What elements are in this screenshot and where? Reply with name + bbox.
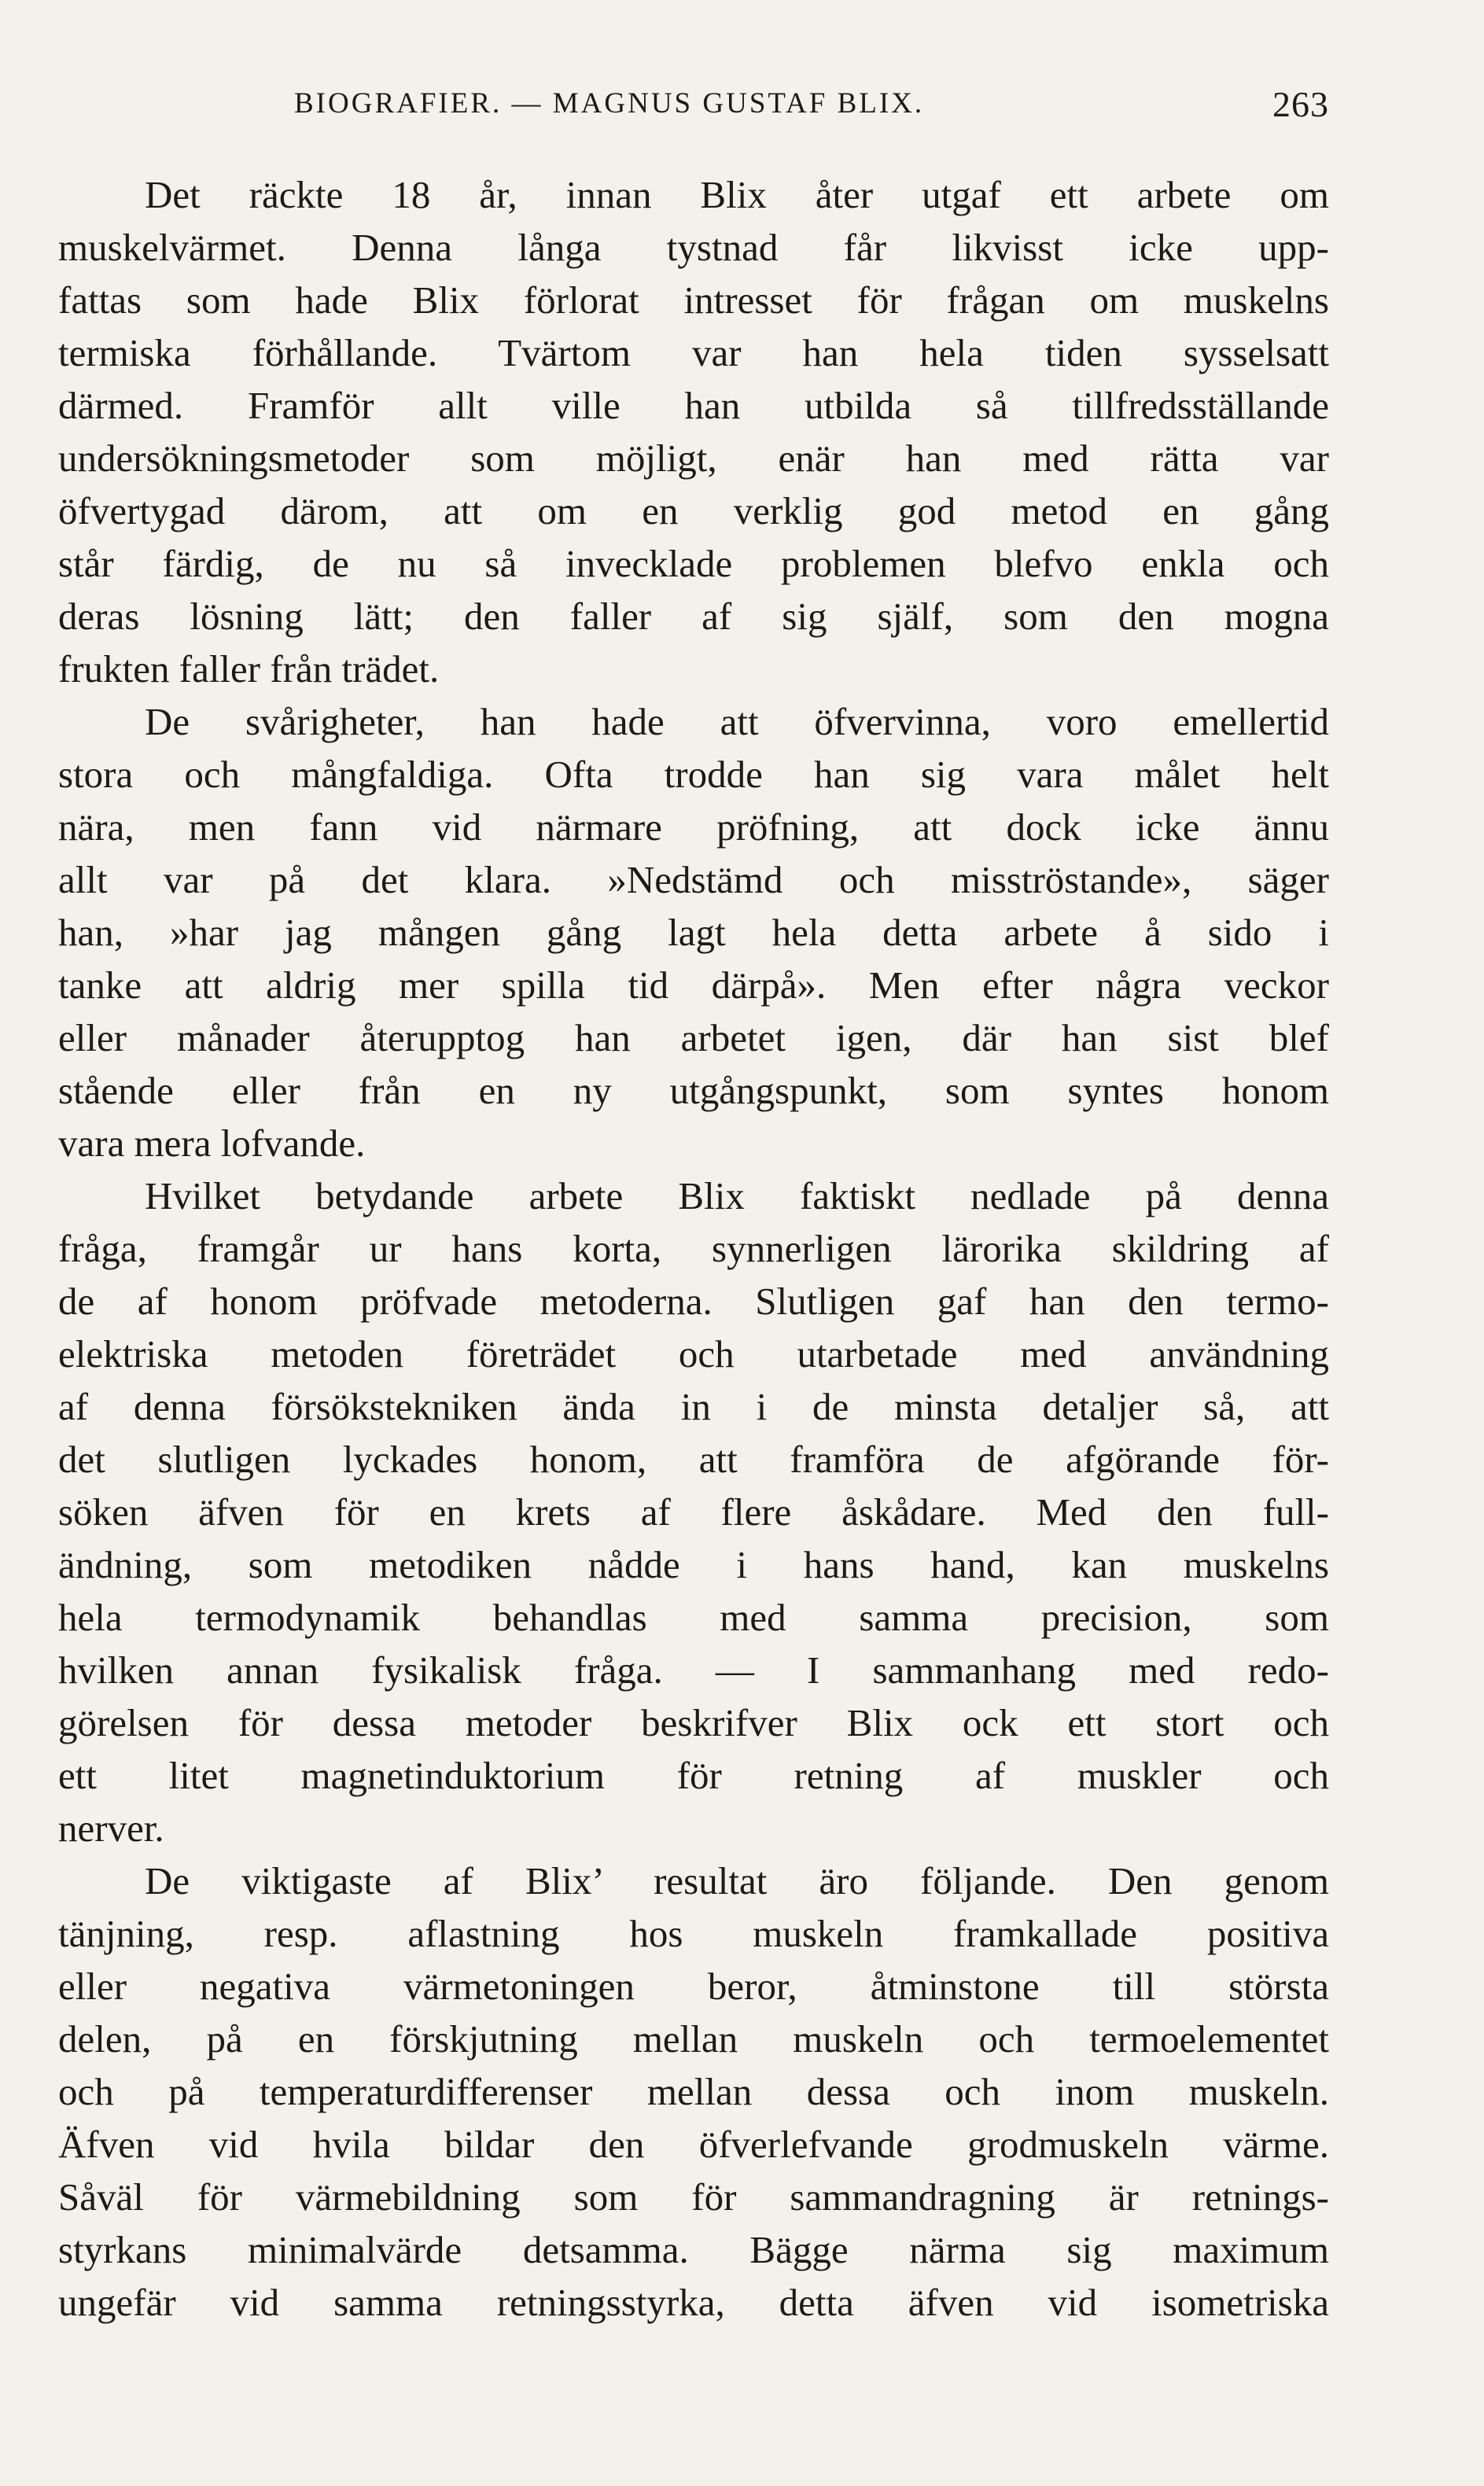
text-line: därmed. Framför allt ville han utbilda så tillfredsställande <box>58 384 1329 427</box>
text-line: fråga, framgår ur hans korta, synnerligen lärorika skildring af <box>58 1227 1329 1270</box>
text-line: nerver. <box>58 1806 164 1850</box>
text-line: tanke att aldrig mer spilla tid därpå». Men efter några veckor <box>58 963 1329 1007</box>
text-line: elektriska metoden företrädet och utarbetade med användning <box>58 1332 1329 1376</box>
text-line: Hvilket betydande arbete Blix faktiskt nedlade på denna <box>145 1174 1329 1217</box>
text-line: det slutligen lyckades honom, att framföra de afgörande för- <box>58 1438 1329 1481</box>
text-line: och på temperaturdifferenser mellan dessa och inom muskeln. <box>58 2070 1329 2113</box>
text-line: stående eller från en ny utgångspunkt, som syntes honom <box>58 1069 1329 1112</box>
paragraph <box>58 168 1329 695</box>
text-line: Det räckte 18 år, innan Blix åter utgaf ett arbete om <box>145 173 1329 216</box>
text-line: söken äfven för en krets af flere åskådare. Med den full- <box>58 1490 1329 1534</box>
text-line: tänjning, resp. aflastning hos muskeln framkallade positiva <box>58 1912 1329 1955</box>
text-line: hvilken annan fysikalisk fråga. — I sammanhang med redo- <box>58 1648 1329 1692</box>
page-number: 263 <box>1272 84 1329 124</box>
text-line: ändning, som metodiken nådde i hans hand, kan muskelns <box>58 1543 1329 1586</box>
text-line: deras lösning lätt; den faller af sig själf, som den mogna <box>58 595 1329 638</box>
text-line: han, »har jag mången gång lagt hela detta arbete å sido i <box>58 911 1329 954</box>
paragraph <box>58 1169 1329 1854</box>
text-line: muskelvärmet. Denna långa tystnad får likvisst icke upp- <box>58 226 1329 269</box>
body-text <box>58 168 1329 2329</box>
text-line: vara mera lofvande. <box>58 1121 366 1165</box>
text-line: allt var på det klara. »Nedstämd och misströstande», säger <box>58 858 1329 901</box>
text-line: De viktigaste af Blix’ resultat äro följande. Den genom <box>145 1859 1329 1902</box>
text-line: eller negativa värmetoningen beror, åtminstone till största <box>58 1965 1329 2008</box>
running-title: BIOGRAFIER. — MAGNUS GUSTAF BLIX. <box>294 87 925 120</box>
text-line: undersökningsmetoder som möjligt, enär han med rätta var <box>58 436 1329 480</box>
text-line: hela termodynamik behandlas med samma precision, som <box>58 1596 1329 1639</box>
text-line: görelsen för dessa metoder beskrifver Blix ock ett stort och <box>58 1701 1329 1744</box>
text-line: styrkans minimalvärde detsamma. Bägge närma sig maximum <box>58 2228 1329 2271</box>
text-line: ungefär vid samma retningsstyrka, detta äfven vid isometriska <box>58 2281 1329 2324</box>
text-line: fattas som hade Blix förlorat intresset för frågan om muskelns <box>58 278 1329 322</box>
text-line: af denna försökstekniken ända in i de minsta detaljer så, att <box>58 1385 1329 1428</box>
text-line: frukten faller från trädet. <box>58 647 440 691</box>
text-line: nära, men fann vid närmare pröfning, att dock icke ännu <box>58 805 1329 849</box>
paragraph <box>58 695 1329 1169</box>
text-line: ett litet magnetinduktorium för retning af muskler och <box>58 1754 1329 1797</box>
text-line: står färdig, de nu så invecklade problemen blefvo enkla och <box>58 542 1329 585</box>
text-line: de af honom pröfvade metoderna. Slutligen gaf han den termo- <box>58 1280 1329 1323</box>
running-head <box>58 76 1329 138</box>
text-line: delen, på en förskjutning mellan muskeln och termoelementet <box>58 2017 1329 2061</box>
text-line: öfvertygad därom, att om en verklig god metod en gång <box>58 489 1329 532</box>
text-line: De svårigheter, han hade att öfvervinna, voro emellertid <box>145 700 1329 743</box>
text-line: termiska förhållande. Tvärtom var han hela tiden sysselsatt <box>58 331 1329 374</box>
text-line: Äfven vid hvila bildar den öfverlefvande grodmuskeln värme. <box>58 2123 1329 2166</box>
text-line: stora och mångfaldiga. Ofta trodde han sig vara målet helt <box>58 753 1329 796</box>
paragraph <box>58 1854 1329 2329</box>
book-page <box>58 76 1329 2329</box>
text-line: eller månader återupptog han arbetet igen, där han sist blef <box>58 1016 1329 1059</box>
text-line: Såväl för värmebildning som för sammandragning är retnings- <box>58 2175 1329 2219</box>
